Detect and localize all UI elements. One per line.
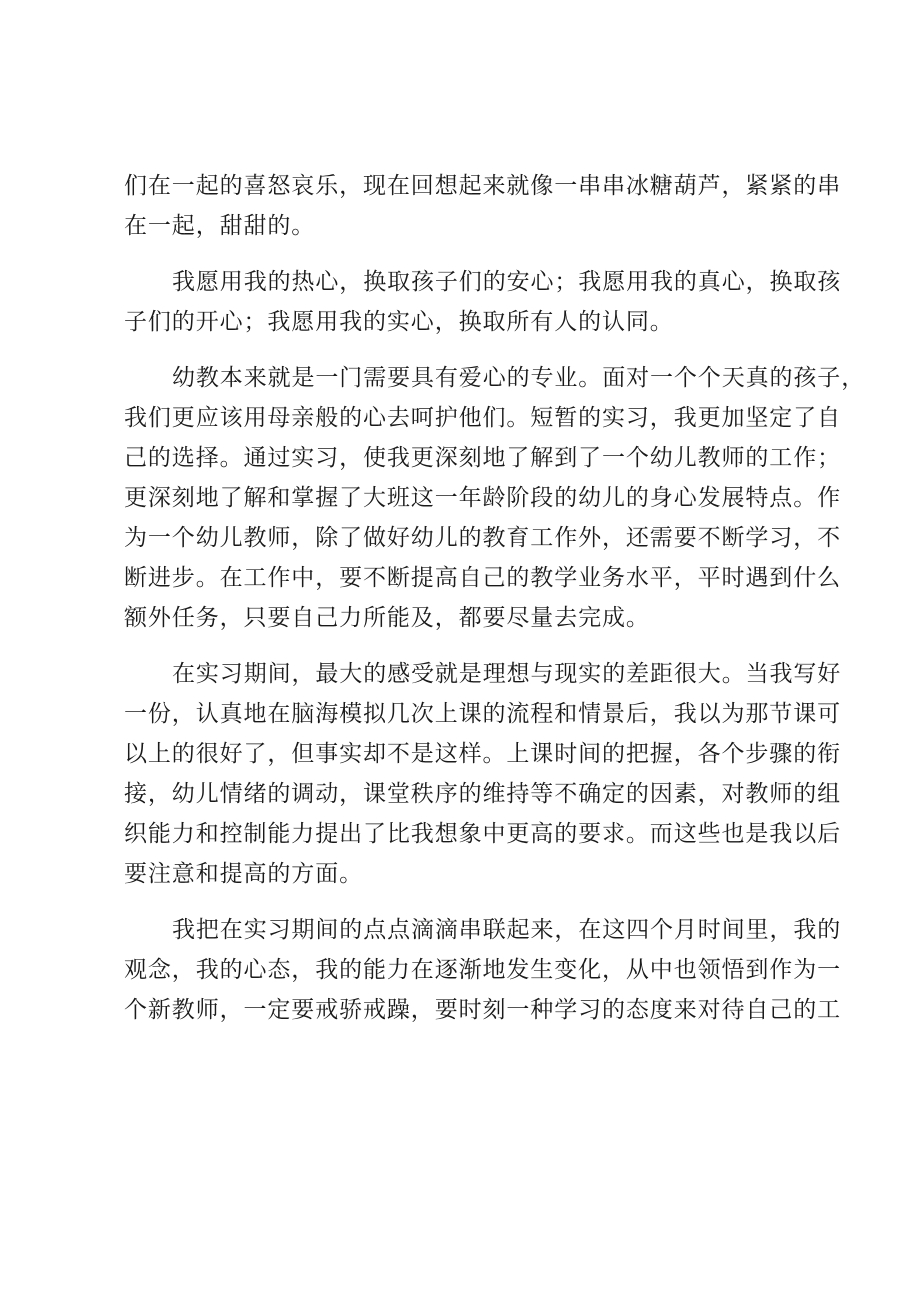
text-line: 个新教师，一定要戒骄戒躁，要时刻一种学习的态度来对待自己的工 bbox=[124, 997, 841, 1023]
text-line: 在一起，甜甜的。 bbox=[124, 213, 316, 239]
text-line: 织能力和控制能力提出了比我想象中更高的要求。而这些也是我以后 bbox=[124, 821, 841, 847]
text-line: 为一个幼儿教师，除了做好幼儿的教育工作外，还需要不断学习，不 bbox=[124, 525, 841, 551]
paragraph-1 bbox=[124, 166, 841, 246]
text-line: 要注意和提高的方面。 bbox=[124, 861, 363, 887]
text-line: 以上的很好了，但事实却不是这样。上课时间的把握，各个步骤的衔 bbox=[124, 741, 841, 767]
text-line: 我把在实习期间的点点滴滴串联起来，在这四个月时间里，我的 bbox=[172, 917, 842, 943]
paragraph-4 bbox=[124, 654, 842, 894]
document-page bbox=[124, 166, 866, 1030]
paragraph-3 bbox=[124, 358, 866, 638]
text-line: 幼教本来就是一门需要具有爱心的专业。面对一个个天真的孩子， bbox=[172, 365, 866, 391]
text-line: 我愿用我的热心，换取孩子们的安心；我愿用我的真心，换取孩 bbox=[172, 269, 842, 295]
text-line: 一份，认真地在脑海模拟几次上课的流程和情景后，我以为那节课可 bbox=[124, 701, 841, 727]
text-line: 接，幼儿情绪的调动，课堂秩序的维持等不确定的因素，对教师的组 bbox=[124, 781, 841, 807]
text-line: 在实习期间，最大的感受就是理想与现实的差距很大。当我写好 bbox=[172, 661, 842, 687]
paragraph-2 bbox=[124, 262, 842, 342]
text-line: 额外任务，只要自己力所能及，都要尽量去完成。 bbox=[124, 605, 650, 631]
text-line: 子们的开心；我愿用我的实心，换取所有人的认同。 bbox=[124, 309, 674, 335]
text-line: 我们更应该用母亲般的心去呵护他们。短暂的实习，我更加坚定了自 bbox=[124, 405, 841, 431]
text-line: 断进步。在工作中，要不断提高自己的教学业务水平，平时遇到什么 bbox=[124, 565, 841, 591]
text-line: 观念，我的心态，我的能力在逐渐地发生变化，从中也领悟到作为一 bbox=[124, 957, 841, 983]
text-line: 更深刻地了解和掌握了大班这一年龄阶段的幼儿的身心发展特点。作 bbox=[124, 485, 841, 511]
text-line: 们在一起的喜怒哀乐，现在回想起来就像一串串冰糖葫芦，紧紧的串 bbox=[124, 173, 841, 199]
paragraph-5 bbox=[124, 910, 842, 1030]
text-line: 己的选择。通过实习，使我更深刻地了解到了一个幼儿教师的工作； bbox=[124, 445, 841, 471]
